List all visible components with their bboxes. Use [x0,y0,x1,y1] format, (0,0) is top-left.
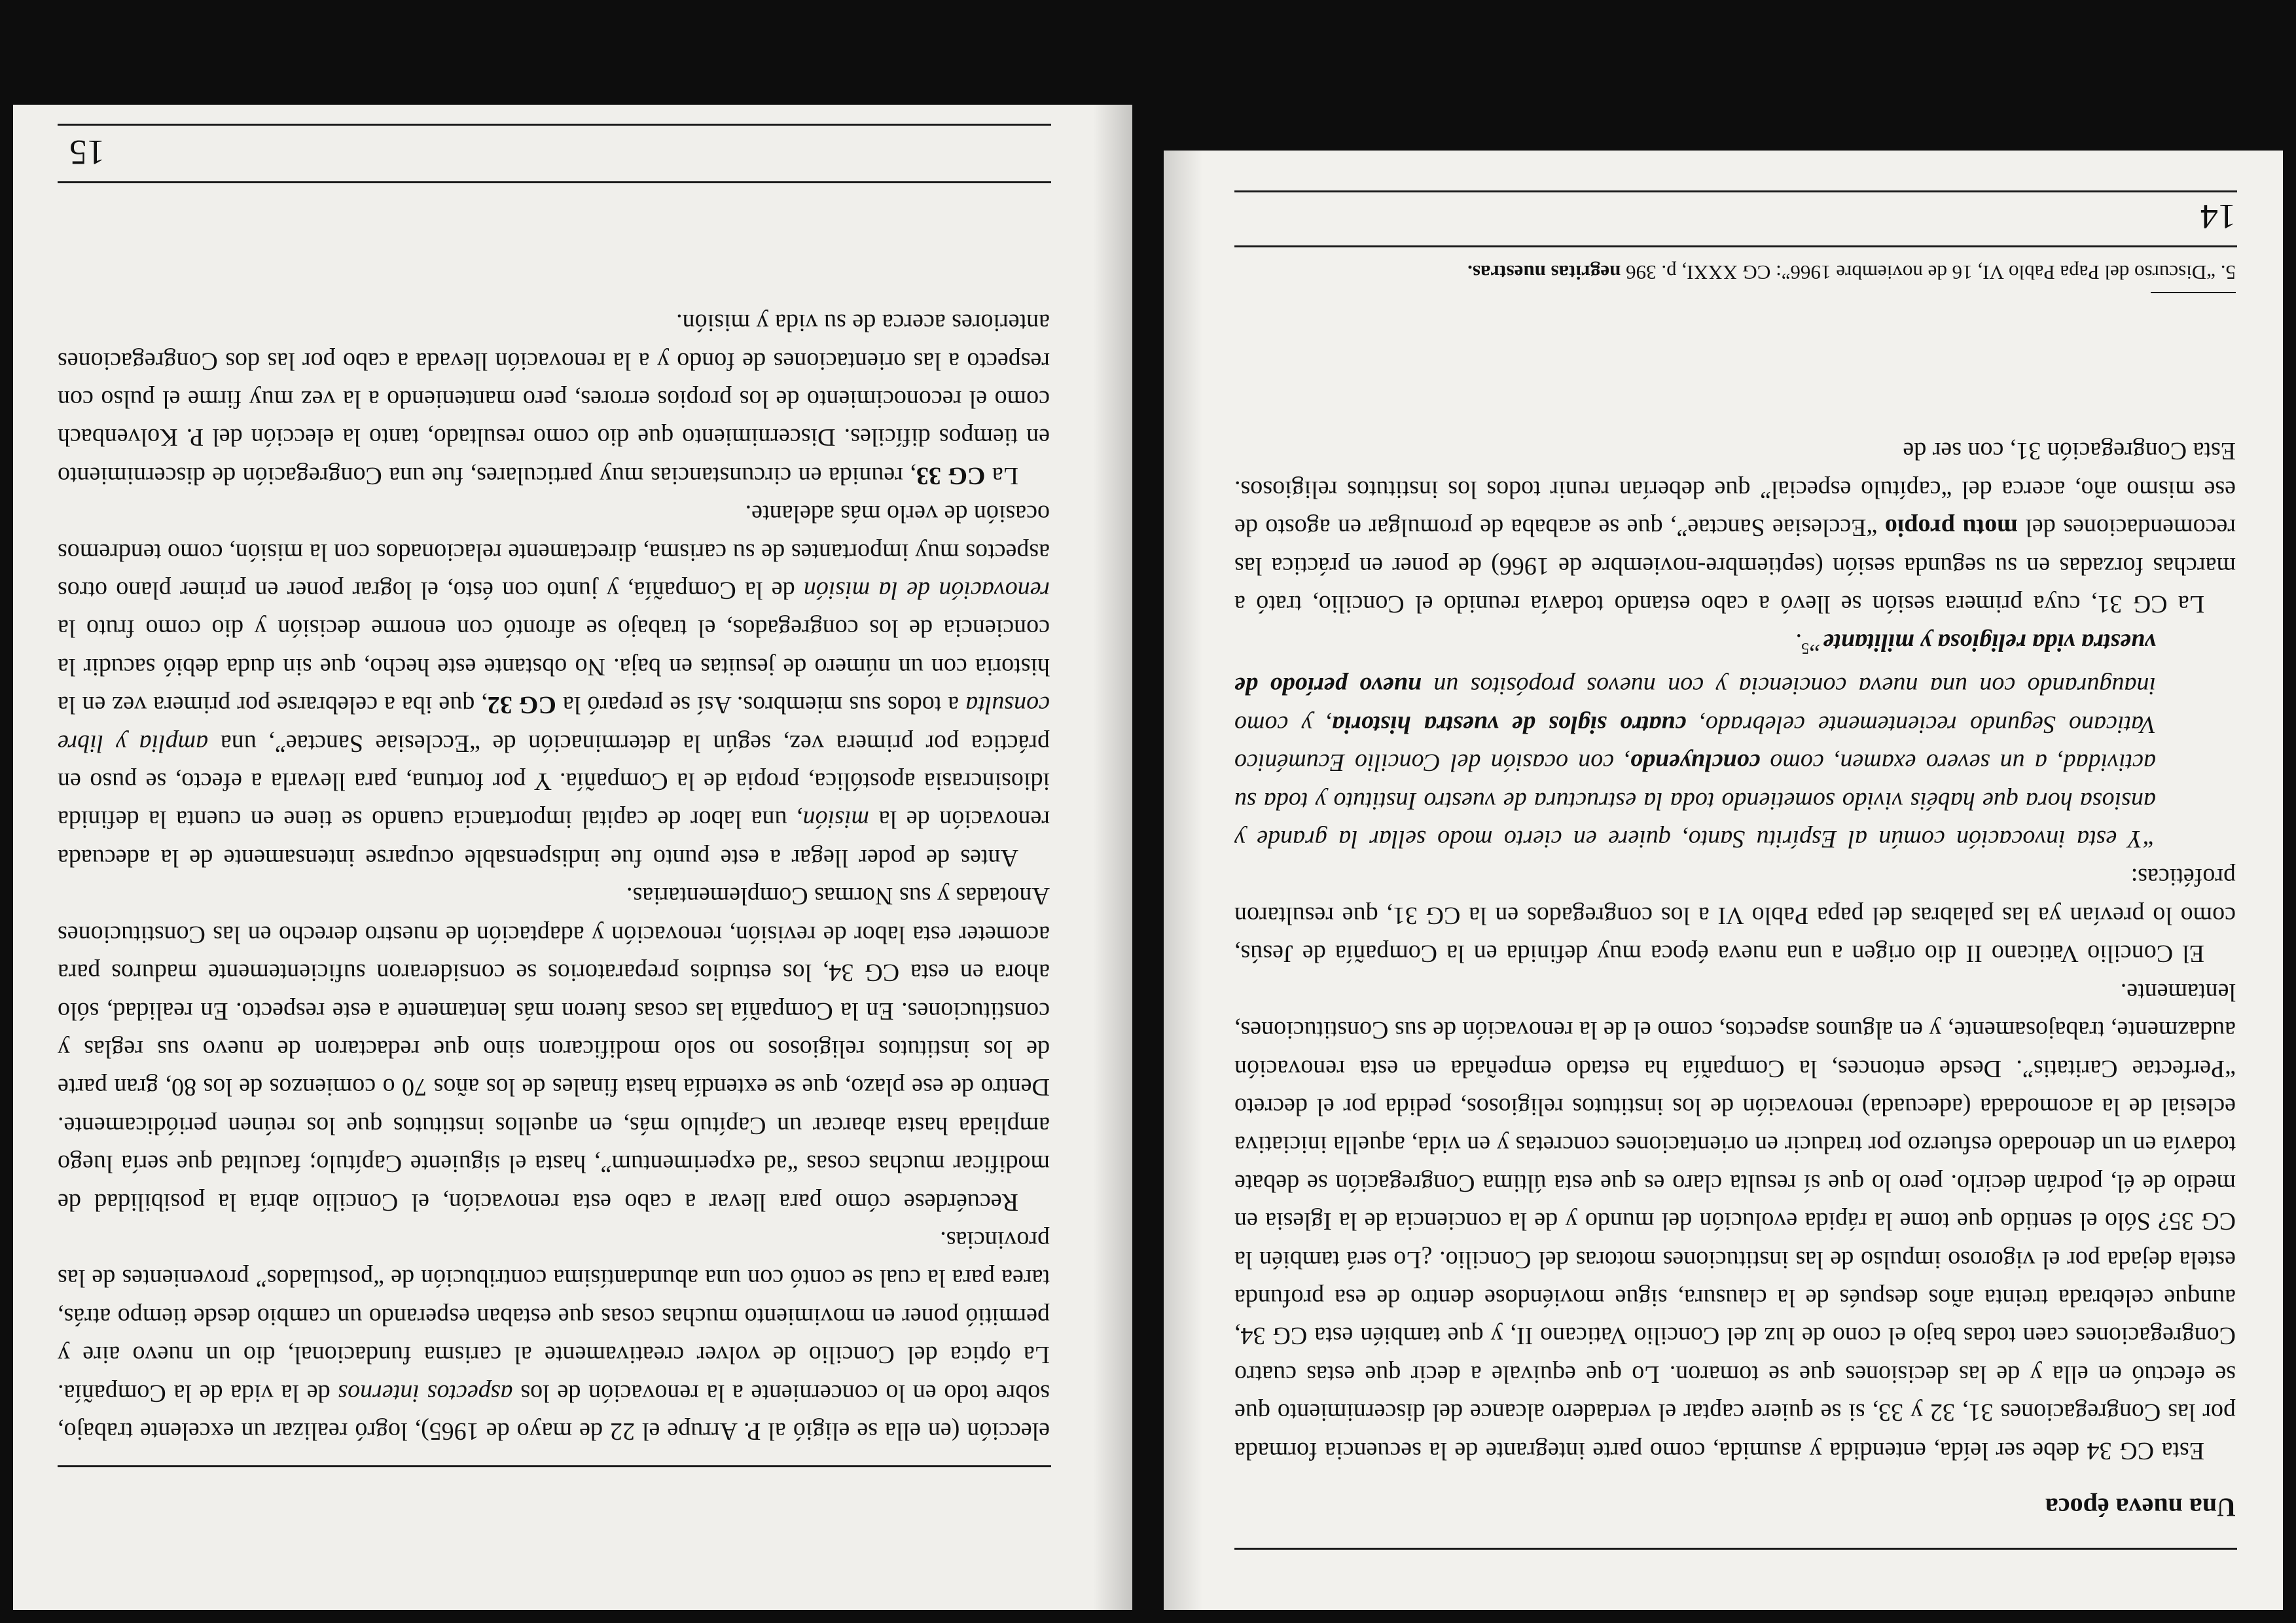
page-15 [13,105,1132,1610]
paragraph: Antes de poder llegar a este punto fue indispensable ocuparse intensamente de la adecuada renovación de la misión, una labor de capital importancia cuando se tiene en cuenta la definida idiosincrasia apostólica, propia de la Compañía. Y por fortuna, para llevarla a efecto, se puso en práctica por primera vez, según la determinación de “Ecclesiae Sanctae”, una amplia y libre consulta a todos sus miembros. Así se preparó la CG 32, que iba a celebrarse por primera vez en la historia con un número de jesuitas en baja. No obstante este hecho, que sin duda debió sacudir la conciencia de los congregados, el trabajo se afrontó con enorme decisión y dio como fruto la renovación de la misión de la Compañía, y junto con ésto, el lograr poner en primer plano otros aspectos muy importantes de su carisma, directamente relacionados con la misión, como tendremos ocasión de verlo más adelante. [57,500,1050,872]
section-heading: Una nueva época [2045,1493,2236,1522]
paragraph: El Concilio Vaticano II dio origen a una nueva época muy definida en la Compañía de Jesús, como lo prevían ya las palabras del papa Pablo VI a los congregados en la CG 31, que resultaron proféticas: [1234,863,2236,968]
paragraph: elección (en ella se eligió al P. Arrupe el 22 de mayo de 1965), logró realizar un excelente trabajo, sobre todo en lo concerniente a la renovación de los aspectos internos de la vida de la Compañía. La óptica del Concilio de volver creativamente al carisma fundacional, dio un nuevo aire y permitió poner en movimiento muchas cosas que estaban esperando un cambio desde tiempo atrás, tarea para la cual se contó con una abundantísima contribución de “postulados” provenientes de las provincias. [58,1226,1050,1445]
footnote-reference: 5 [1801,639,1810,657]
page-number: 14 [2200,197,2236,236]
page-15-body [58,304,1050,1450]
paragraph: La CG 31, cuya primera sesión se llevó a cabo estando todavía reunido el Concilio, trató a marchas forzadas en su segunda sesión (septiembre-noviembre de 1966) de poner en práctica las recomendaciones del motu propio “Ecclesiae Sanctae”, que se acababa de promulgar en agosto de ese mismo año, acerca del “capítulo especial” que deberían reunir todos los institutos religiosos. Esta Congregación 31, con ser de [1234,437,2236,618]
footnote-rule [2151,292,2236,293]
paragraph: Esta CG 34 debe ser leída, entendida y asumida, como parte integrante de la secuencia formada por las Congregaciones 31, 32 y 33, si se quiere captar el verdadero alcance del discernimiento que se efectuó en ella y de las decisiones que se tomaron. Lo que equivale a decir que estas cuatro Congregaciones caen todas bajo el cono de luz del Concilio Vaticano II, y que también esta CG 34, aunque celebrada treinta años después de la clausura, sigue moviéndose dentro de esa profunda estela dejada por el vigoroso impulso de las instituciones motoras del Concilio. ¿Lo será también la CG 35? Sólo el sentido que tome la rápida evolución del mundo y de la conciencia de la Iglesia en medio de él, podrán decirlo. pero lo que sí resulta claro es que esta última Congregación se debate todavía en un denodado esfuerzo por traducir en orientaciones concretas y en vida, aquella iniciativa eclesial de la acomodada (adecuada) renovación de los institutos religiosos, pedida por el decreto “Perfectae Caritatis”. Desde entonces, la Compañía ha estado empeñada en esta renovación audazmente, trabajosamente, y en algunos aspectos, como el de la renovación de sus Constituciones, lentamente. [1234,978,2236,1465]
gutter-shadow [1093,105,1132,1610]
footnote: 5. “Discurso del Papa Pablo VI, 16 de noviembre 1966”: CG XXXI, p. 396 negritas nuestras. [1467,261,2236,284]
header-rule [58,1465,1051,1467]
footer-rule-bottom [1234,190,2237,192]
paragraph: La CG 33, reunida en circunstancias muy particulares, fue una Congregación de discernimiento en tiempos difíciles. Discernimiento que dio como resultado, tanto la elección del P. Kolvenbach como el reconocimiento de los propios errores, pero manteniendo a la vez muy firme el pulso con respecto a las orientaciones de fondo y a la renovación llevada a cabo por las dos Congregaciones anteriores acerca de su vida y misión. [57,309,1050,490]
gutter-shadow [1164,151,1203,1610]
block-quote: “Y esta invocación común al Espíritu Santo, quiere en cierto modo sellar la grande y ansiosa hora que habéis vivido sometiendo toda la estructura de vuestro Instituto y toda su actividad, a un severo examen, como concluyendo, con ocasión del Concilio Ecuménico Vaticano Segundo recientemente celebrado, cuatro siglos de vuestra historia, y como inaugurando con una nueva conciencia y con nuevos propósitos un nuevo período de vuestra vida religiosa y militante”$^5$. [1234,628,2156,853]
page-number: 15 [69,133,105,172]
footer-rule-bottom [58,124,1051,126]
page-14-body [1234,432,2236,1526]
header-rule [1234,1548,2237,1550]
footer-rule-top [1234,245,2237,247]
page-14 [1164,151,2283,1610]
paragraph: Recuérdese cómo para llevar a cabo esta renovación, el Concilio abría la posibilidad de modificar muchas cosas “ad experimentum”, hasta el siguiente Capítulo; facultad que sería luego ampliada hasta abarcar un Capítulo más, en aquellos institutos que los reúnen periódicamente. Dentro de ese plazo, que se extendía hasta finales de los años 70 o comienzos de los 80, gran parte de los institutos religiosos no solo modificaron sino que redactaron de nuevo sus reglas y constituciones. En la Compañía las cosas fueron más lentamente a este respecto. En realidad, sólo ahora en esta CG 34, los estudios preparatorios se consideraron suficientemente maduros para acometer esta labor de revisión, renovación y adaptación de nuestro derecho en las Constituciones Anotadas y sus Normas Complementarias. [58,882,1050,1216]
footer-rule-top [58,181,1051,183]
